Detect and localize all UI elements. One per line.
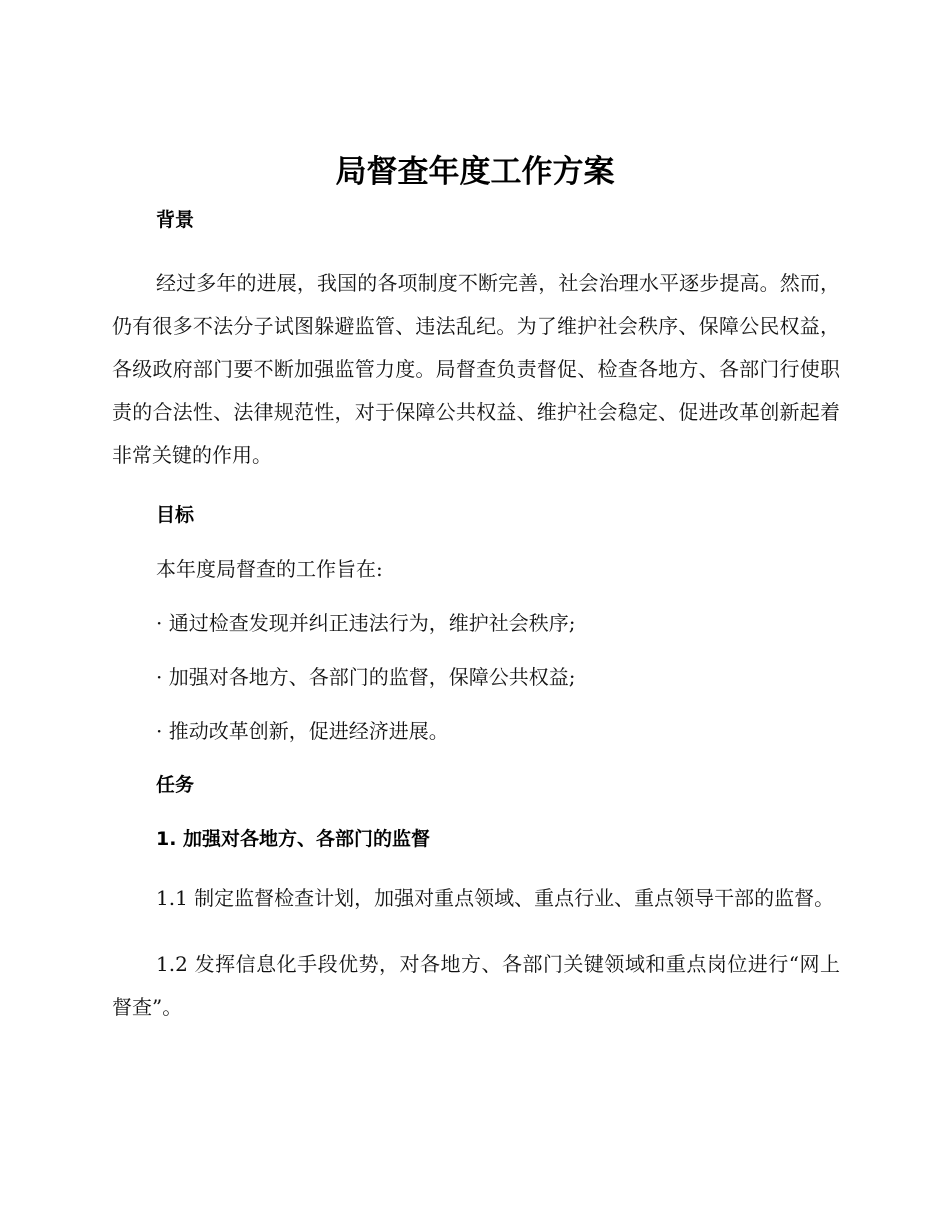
task-item-1-1: 1.1 制定监督检查计划，加强对重点领域、重点行业、重点领导干部的监督。 <box>156 886 835 910</box>
background-paragraph: 经过多年的进展，我国的各项制度不断完善，社会治理水平逐步提高。然而，仍有很多不法分子试图躲避监管、违法乱纪。为了维护社会秩序、保障公民权益，各级政府部门要不断加强监管力度。局督查负责督促、检查各地方、各部门行使职责的合法性、法律规范性，对于保障公共权益、维护社会稳定、促进改革创新起着非常关键的作用。 <box>112 271 840 467</box>
spacer <box>112 800 840 824</box>
goal-bullet-1: · 通过检查发现并纠正违法行为，维护社会秩序; <box>156 611 576 635</box>
spacer <box>112 692 840 716</box>
spacer <box>112 235 840 262</box>
goals-intro: 本年度局督查的工作旨在: <box>156 557 383 581</box>
spacer <box>112 477 840 500</box>
goal-bullet-2: · 加强对各地方、各部门的监督，保障公共权益; <box>156 665 576 689</box>
spacer <box>112 584 840 608</box>
spacer <box>112 854 840 877</box>
task-item-1-2: 1.2 发挥信息化手段优势，对各地方、各部门关键领域和重点岗位进行“网上督查”。 <box>112 952 840 1019</box>
goal-bullet-3: · 推动改革创新，促进经济进展。 <box>156 719 449 743</box>
section-heading-tasks: 任务 <box>156 774 195 796</box>
section-heading-background: 背景 <box>156 209 195 231</box>
task-subheading-1: 1. 加强对各地方、各部门的监督 <box>156 828 431 850</box>
spacer <box>112 746 840 770</box>
document-title: 局督查年度工作方案 <box>335 154 615 190</box>
spacer <box>112 920 840 943</box>
spacer <box>112 638 840 662</box>
document-body <box>112 205 840 1029</box>
section-heading-goals: 目标 <box>156 504 195 526</box>
spacer <box>112 530 840 554</box>
